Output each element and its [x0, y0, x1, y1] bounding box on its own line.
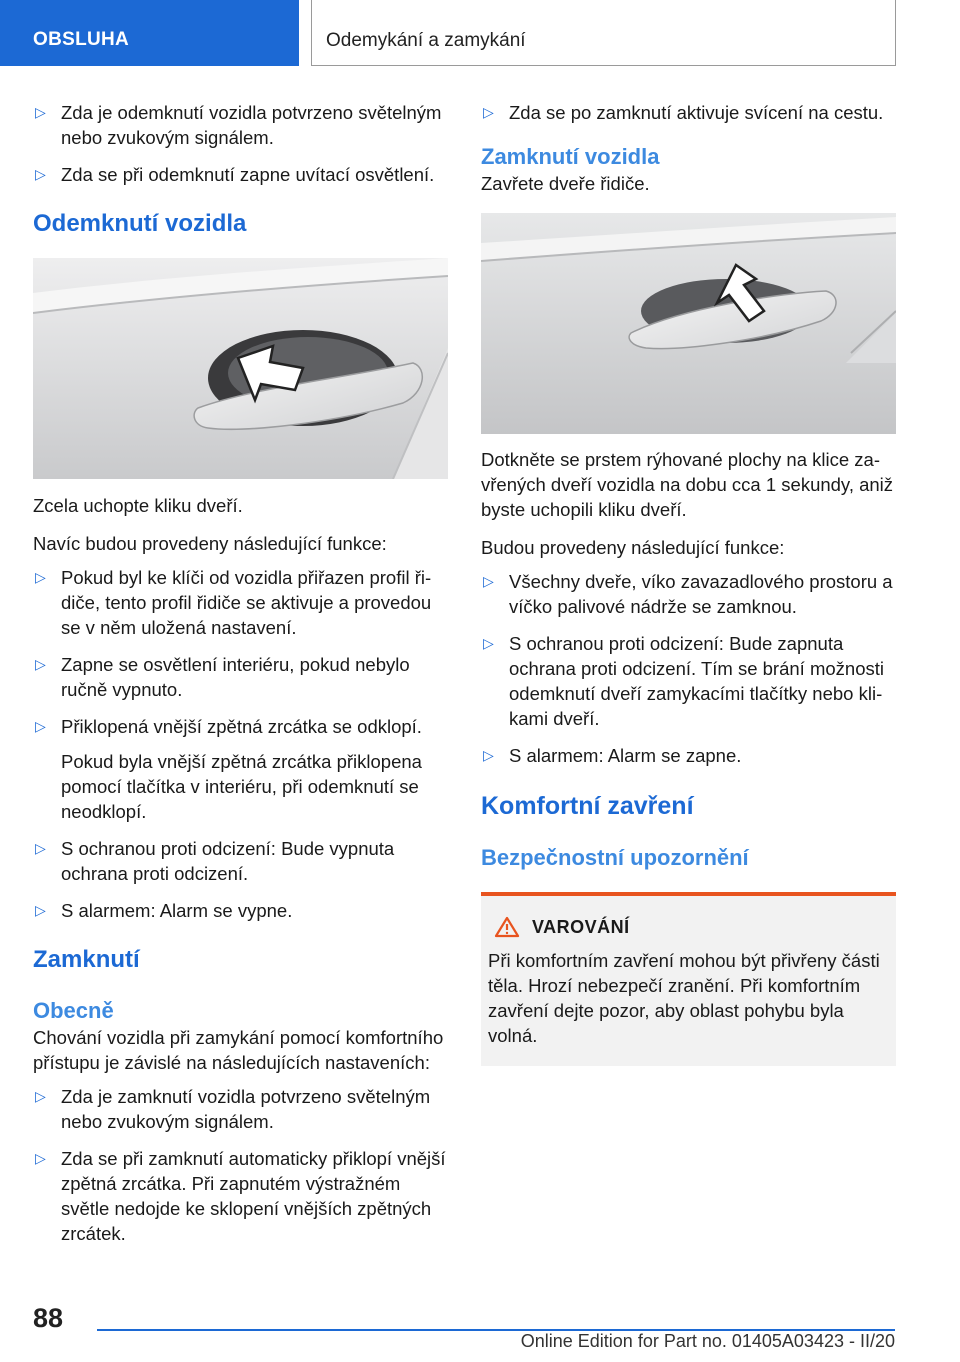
- warning-triangle-icon: [494, 916, 520, 938]
- triangle-right-outline-icon: ▷: [483, 573, 494, 589]
- safety-heading: Bezpečnostní upozornění: [481, 845, 749, 870]
- list-item: ▷ Zda je odemknutí vozidla potvrzeno světelným nebo zvukovým signálem.: [35, 102, 442, 148]
- lock-heading: Zamknutí: [33, 946, 140, 973]
- warning-box: [481, 892, 896, 1066]
- triangle-right-outline-icon: ▷: [35, 104, 46, 120]
- unlock-paragraph-2: Navíc budou provedeny následující funkce:: [33, 533, 387, 554]
- list-item: ▷ S alarmem: Alarm se vypne.: [35, 900, 293, 921]
- general-bullet-list: [33, 1084, 448, 1246]
- triangle-right-outline-icon: ▷: [483, 747, 494, 763]
- unlock-bullet-list: [33, 565, 448, 739]
- triangle-right-outline-icon: ▷: [483, 104, 494, 120]
- triangle-right-outline-icon: ▷: [35, 166, 46, 182]
- list-item: ▷ Zda se při odemknutí zapne uvítací osvětlení.: [35, 164, 435, 185]
- list-item: ▷ Zda je zamknutí vozidla potvrzeno světelným nebo zvukovým signálem.: [35, 1086, 431, 1132]
- page-header: [0, 0, 960, 66]
- general-paragraph: Chování vozidla při zamykání pomocí komfortního přístupu je závislé na následujících nastaveních:: [33, 1027, 444, 1073]
- list-item: ▷ S ochranou proti odcizení: Bude vypnuta ochrana proti odcizení.: [35, 838, 395, 884]
- door-handle-unlock-image: [33, 258, 448, 479]
- triangle-right-outline-icon: ▷: [35, 569, 46, 585]
- list-item: ▷ S ochranou proti odcizení: Bude zapnuta ochrana proti odcizení. Tím se brání možnosti odemknutí dveří zamykacími tlačítky nebo klikami dveří.: [483, 633, 884, 729]
- list-item: ▷ Zda se při zamknutí automaticky přiklopí vnější zpětná zrcátka. Při zapnutém výstražném světle nedojde ke sklopení vnějších zpětných zrcátek.: [35, 1148, 446, 1244]
- warning-body: Při komfortním zavření mohou být přivřeny části těla. Hrozí nebezpečí zranění. Při komfortním zavření dejte pozor, aby oblast pohybu byla volná.: [488, 950, 880, 1046]
- lock-bullet-list: [481, 569, 896, 768]
- door-handle-lock-image: [481, 213, 896, 434]
- triangle-right-outline-icon: ▷: [35, 1088, 46, 1104]
- section-tab: OBSLUHA: [0, 0, 299, 66]
- general-heading: Obecně: [33, 998, 114, 1023]
- warning-title: [494, 916, 888, 938]
- comfort-closing-heading: Komfortní zavření: [481, 792, 694, 820]
- warning-label: VAROVÁNÍ: [532, 916, 630, 937]
- chapter-title: Odemykání a zamykání: [311, 0, 896, 66]
- list-item: ▷ Pokud byl ke klíči od vozidla přiřazen profil řidiče, tento profil řidiče se aktivuje a provedou se v něm uložená nastavení.: [35, 567, 432, 638]
- lock-paragraph-1: Dotkněte se prstem rýhované plochy na klice zavřených dveří vozidla na dobu cca 1 sekundy, aniž byste uchopili kliku dveří.: [481, 449, 894, 520]
- list-item: ▷ S alarmem: Alarm se zapne.: [483, 745, 742, 766]
- unlock-bullet-list-2: [33, 836, 448, 923]
- lock-vehicle-paragraph: Zavřete dveře řidiče.: [481, 173, 650, 194]
- lock-paragraph-2: Budou provedeny následující funkce:: [481, 537, 785, 558]
- list-item: ▷ Zda se po zamknutí aktivuje svícení na cestu.: [483, 102, 884, 123]
- triangle-right-outline-icon: ▷: [35, 656, 46, 672]
- left-column: [33, 100, 448, 1246]
- list-item: ▷ Všechny dveře, víko zavazadlového prostoru a víčko palivové nádrže se zamknou.: [483, 571, 893, 617]
- triangle-right-outline-icon: ▷: [35, 840, 46, 856]
- lock-vehicle-heading: Zamknutí vozidla: [481, 144, 660, 169]
- mirror-note: Pokud byla vnější zpětná zrcátka přiklopena pomocí tlačítka v interiéru, při odemknutí se neodklopí.: [61, 751, 422, 822]
- triangle-right-outline-icon: ▷: [483, 635, 494, 651]
- list-item: ▷ Přiklopená vnější zpětná zrcátka se odklopí.: [35, 716, 422, 737]
- unlock-heading: Odemknutí vozidla: [33, 210, 247, 237]
- triangle-right-outline-icon: ▷: [35, 902, 46, 918]
- unlock-paragraph-1: Zcela uchopte kliku dveří.: [33, 495, 243, 516]
- triangle-right-outline-icon: ▷: [35, 718, 46, 734]
- right-column: [481, 100, 896, 1066]
- top-bullet-list: [481, 100, 896, 125]
- intro-bullet-list: [33, 100, 448, 187]
- edition-text: Online Edition for Part no. 01405A03423 - II/20: [520, 1331, 895, 1351]
- list-item: ▷ Zapne se osvětlení interiéru, pokud nebylo ručně vypnuto.: [35, 654, 410, 700]
- page-number: 88: [33, 1303, 64, 1333]
- triangle-right-outline-icon: ▷: [35, 1150, 46, 1166]
